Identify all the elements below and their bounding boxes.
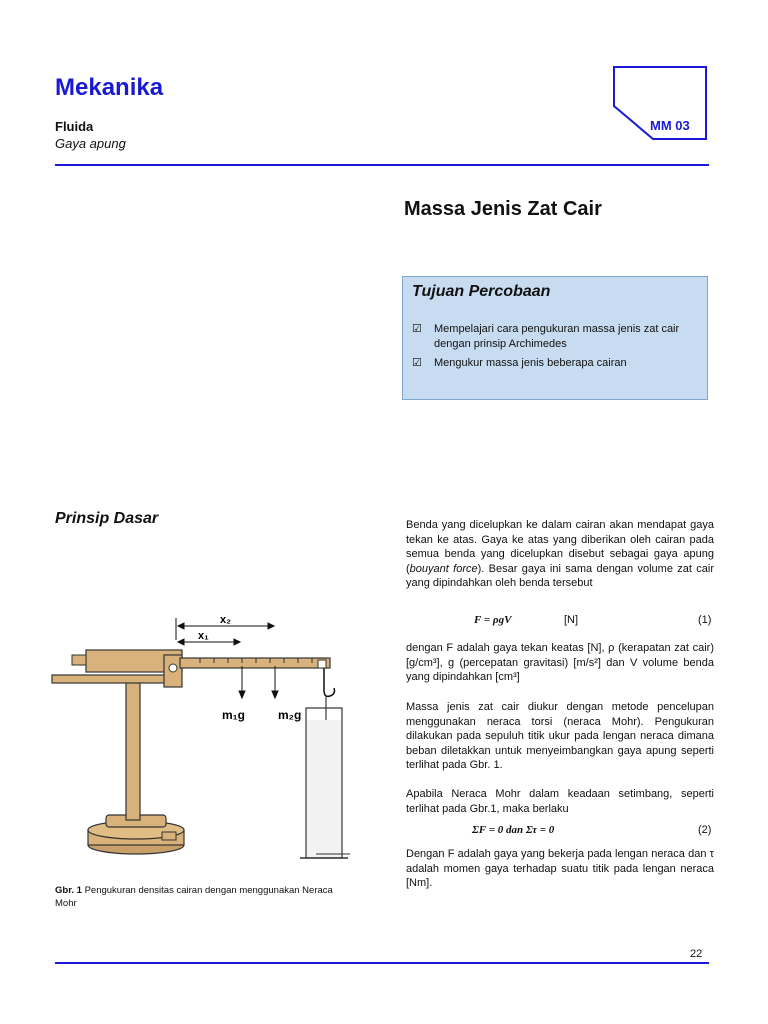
m1g-label: m₁g <box>222 708 245 722</box>
checkbox-icon: ☑ <box>412 323 422 335</box>
paragraph: Apabila Neraca Mohr dalam keadaan setimbang, seperti terlihat pada Gbr.1, maka berlaku <box>406 788 714 815</box>
objective-item <box>412 322 698 352</box>
page-number: 22 <box>690 948 703 960</box>
principle-title: Prinsip Dasar <box>55 510 159 527</box>
objective-item-text: Mengukur massa jenis beberapa cairan <box>434 357 627 369</box>
equation-2-number: (2) <box>698 824 712 836</box>
topic-label: Fluida <box>55 119 94 134</box>
objective-title: Tujuan Percobaan <box>412 283 551 300</box>
equation-2: ΣF = 0 dan Στ = 0 <box>472 824 555 836</box>
equation-1-number: (1) <box>698 614 712 626</box>
paragraph: dengan F adalah gaya tekan keatas [N], ρ (kerapatan zat cair) [g/cm³], g (percepatan gravitasi) [m/s²] dan V volume benda yang dipindahkan [cm³] <box>406 642 714 684</box>
equation-1-unit: [N] <box>564 614 579 626</box>
figure-caption: Gbr. 1 Pengukuran densitas cairan dengan menggunakan Neraca Mohr <box>55 885 333 909</box>
x1-label: x₁ <box>198 630 209 642</box>
subtopic-label: Gaya apung <box>55 136 126 151</box>
objective-item-text: Mempelajari cara pengukuran massa jenis zat cair dengan prinsip Archimedes <box>434 323 680 350</box>
paragraph: Benda yang dicelupkan ke dalam cairan akan mendapat gaya tekan ke atas. Gaya ke atas yang diberikan oleh cairan pada semua benda yang dicelupkan disebut sebagai gaya apung (bouyant force). Besar gaya ini sama dengan volume zat cair yang dipindahkan oleh benda tersebut <box>406 519 715 590</box>
footer-divider <box>55 962 709 964</box>
mohr-balance-figure <box>50 610 360 868</box>
header-divider <box>55 164 709 166</box>
page-title: Mekanika <box>55 74 164 101</box>
checkbox-icon: ☑ <box>412 357 422 369</box>
module-code: MM 03 <box>650 118 690 133</box>
paragraph: Dengan F adalah gaya yang bekerja pada lengan neraca dan τ adalah momen gaya terhadap suatu titik pada lengan neraca [Nm]. <box>406 848 714 890</box>
section-heading: Massa Jenis Zat Cair <box>404 198 602 220</box>
m2g-label: m₂g <box>278 708 302 722</box>
x2-label: x₂ <box>220 614 232 626</box>
equation-1: F = ρgV <box>474 614 512 626</box>
objective-item <box>412 356 698 371</box>
paragraph: Massa jenis zat cair diukur dengan metode pencelupan menggunakan neraca torsi (neraca Mohr). Pengukuran dilakukan pada sepuluh titik ukur pada lengan neraca dimana beban diletakkan untuk menyeimbangkan gaya apung seperti terlihat pada Gbr. 1. <box>406 701 714 772</box>
